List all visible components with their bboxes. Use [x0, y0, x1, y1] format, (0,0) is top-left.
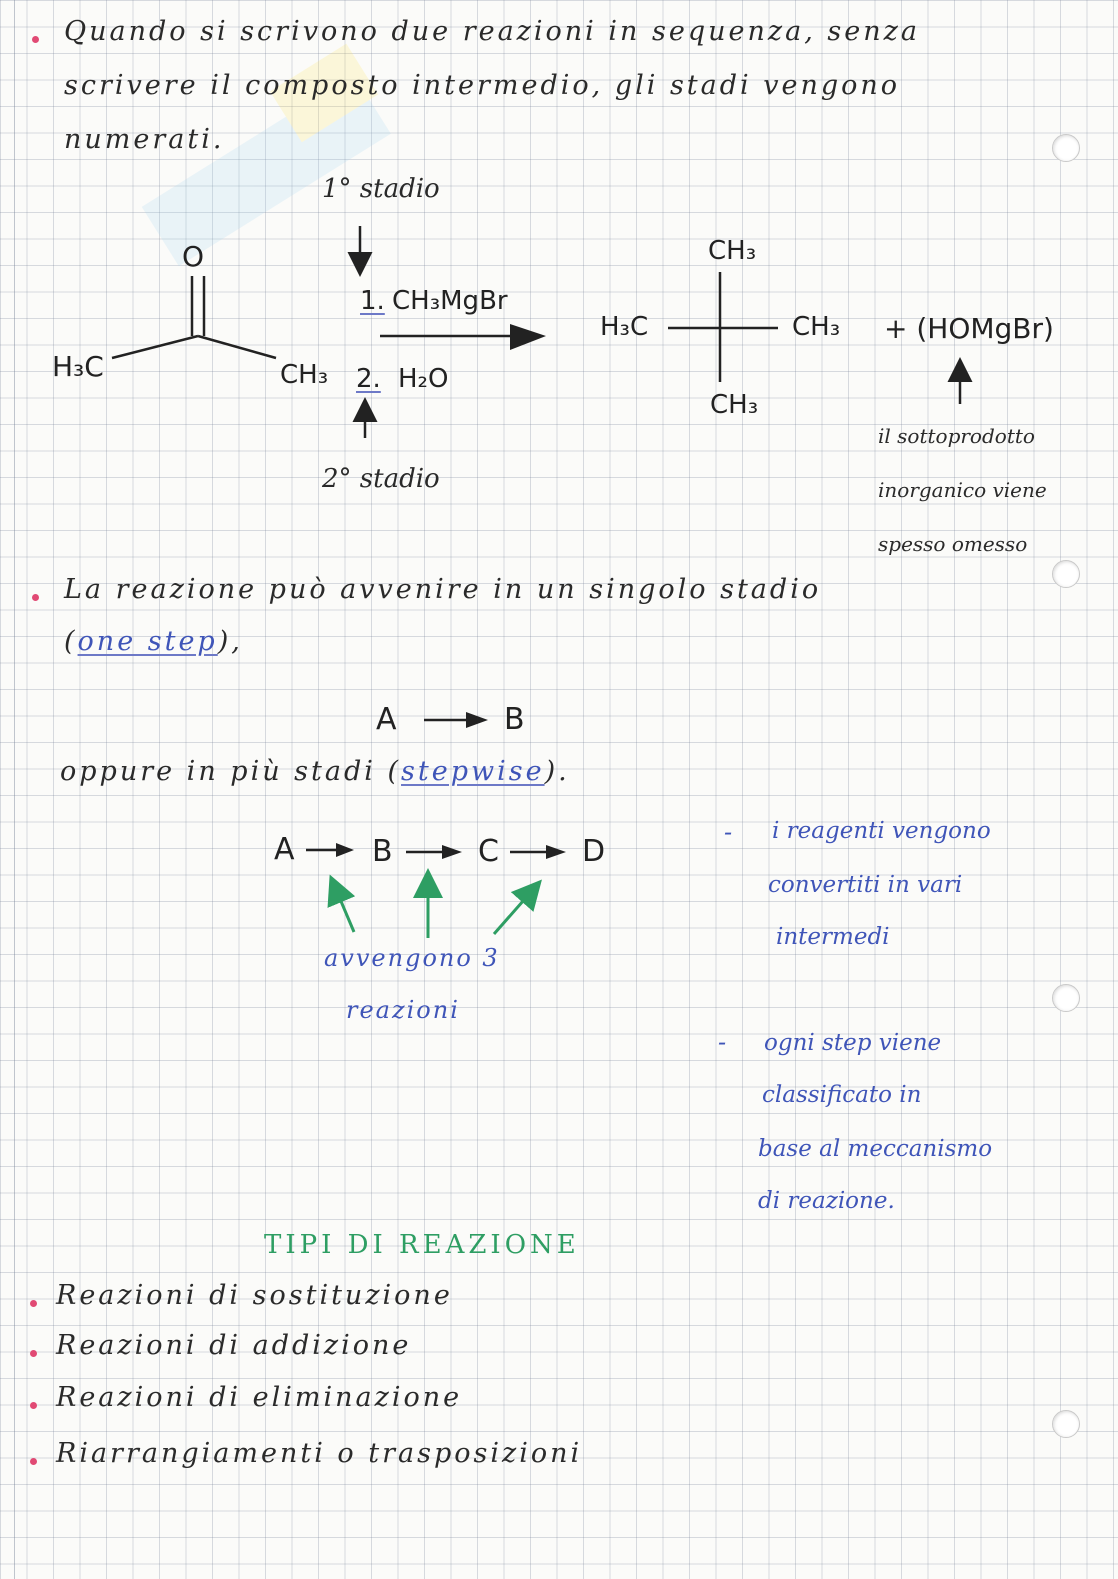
reaction-arrow-head — [510, 324, 546, 350]
species-c: C — [478, 834, 499, 869]
paren-close: ), — [217, 626, 243, 657]
byproduct-note-1: il sottoprodotto — [878, 424, 1035, 448]
ketone-bond-left — [112, 336, 198, 358]
stepwise-term: stepwise — [401, 756, 545, 787]
bullet-icon — [30, 1300, 37, 1307]
type-item-4: Riarrangiamenti o trasposizioni — [56, 1438, 583, 1469]
intro-line-3: numerati. — [64, 124, 225, 155]
stage-1-label: 1° stadio — [322, 174, 440, 204]
green-pointer-arrow — [494, 884, 538, 934]
ketone-left-group: H₃C — [52, 350, 104, 383]
stage-2-label: 2° stadio — [322, 464, 440, 494]
green-note-line-2: reazioni — [346, 996, 460, 1024]
side-note-1-line-3: intermedi — [776, 924, 890, 950]
species-b: B — [372, 834, 393, 869]
one-step-term: one step — [77, 626, 218, 657]
side-note-1-line-2: convertiti in vari — [768, 872, 963, 898]
bullet-icon — [32, 594, 39, 601]
side-note-1-line-1: i reagenti vengono — [772, 818, 991, 844]
bullet-icon — [30, 1402, 37, 1409]
carbonyl-oxygen: O — [182, 240, 205, 273]
intro-line-1: Quando si scrivono due reazioni in sequenza, senza — [64, 16, 920, 47]
types-title: TIPI DI REAZIONE — [264, 1230, 580, 1260]
side-note-2-line-4: di reazione. — [758, 1188, 895, 1214]
side-note-dash: - — [724, 818, 733, 846]
step-1-number: 1. — [360, 286, 385, 316]
byproduct-note-3: spesso omesso — [878, 532, 1028, 556]
ketone-bond-right — [198, 336, 276, 358]
product-left-group: H₃C — [600, 312, 649, 342]
one-step-line: La reazione può avvenire in un singolo stadio — [64, 574, 822, 605]
type-item-3: Reazioni di eliminazione — [56, 1382, 463, 1413]
product-top-group: CH₃ — [708, 236, 757, 266]
stepwise-prefix: oppure in più stadi ( — [60, 756, 402, 787]
bullet-icon — [30, 1350, 37, 1357]
stepwise-suffix: ). — [544, 756, 570, 787]
step-1-reagent: CH₃MgBr — [392, 286, 508, 316]
intro-line-2: scrivere il composto intermedio, gli stadi vengono — [64, 70, 901, 101]
product-bottom-group: CH₃ — [710, 390, 759, 420]
type-item-2: Reazioni di addizione — [56, 1330, 412, 1361]
side-note-dash: - — [718, 1028, 727, 1056]
side-note-2-line-1: ogni step viene — [764, 1030, 942, 1056]
species-a: A — [274, 832, 295, 867]
side-note-2-line-2: classificato in — [762, 1082, 922, 1108]
one-step-arrow-head — [466, 712, 488, 728]
paren-open: ( — [64, 626, 78, 657]
green-note-line-1: avvengono 3 — [324, 944, 500, 972]
species-b: B — [504, 702, 525, 737]
species-a: A — [376, 702, 397, 737]
bullet-icon — [30, 1458, 37, 1465]
product-right-group: CH₃ — [792, 312, 841, 342]
type-item-1: Reazioni di sostituzione — [56, 1280, 453, 1311]
byproduct: + (HOMgBr) — [884, 312, 1054, 345]
ketone-right-group: CH₃ — [280, 360, 329, 390]
byproduct-note-2: inorganico viene — [878, 478, 1047, 502]
green-pointer-arrow — [332, 880, 354, 932]
step-2-number: 2. — [356, 364, 381, 394]
step-2-reagent: H₂O — [398, 364, 449, 394]
species-d: D — [582, 834, 606, 869]
side-note-2-line-3: base al meccanismo — [758, 1136, 993, 1162]
